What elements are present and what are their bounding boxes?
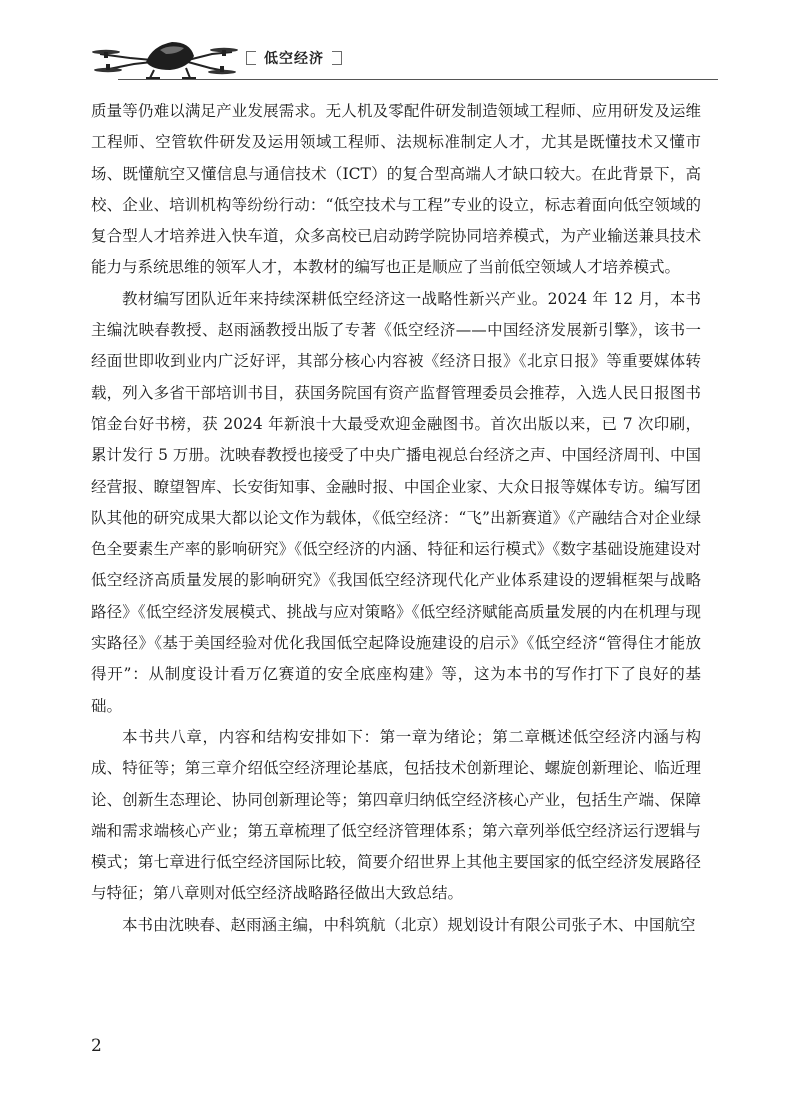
left-bracket-icon xyxy=(246,51,256,65)
paragraph-continued: 质量等仍难以满足产业发展需求。无人机及零配件研发制造领域工程师、应用研发及运维工程师、空管软件研发及运用领域工程师、法规标准制定人才，尤其是既懂技术又懂市场、既懂航空又懂信息与通信技术（ICT）的复合型高端人才缺口较大。在此背景下，高校、企业、培训机构等纷纷行动：“低空技术与工程”专业的设立，标志着面向低空领域的复合型人才培养进入快车道，众多高校已启动跨学院协同培养模式，为产业输送兼具技术能力与系统思维的领军人才，本教材的编写也正是顺应了当前低空领域人才培养模式。 xyxy=(91,102,701,277)
header-rule xyxy=(118,79,718,80)
paragraph: 本书共八章，内容和结构安排如下：第一章为绪论；第二章概述低空经济内涵与构成、特征等；第三章介绍低空经济理论基底，包括技术创新理论、螺旋创新理论、临近理论、创新生态理论、协同创新理论等；第四章归纳低空经济核心产业，包括生产端、保障端和需求端核心产业；第五章梳理了低空经济管理体系；第六章列举低空经济运行逻辑与模式；第七章进行低空经济国际比较，简要介绍世界上其他主要国家的低空经济发展路径与特征；第八章则对低空经济战略路径做出大致总结。 xyxy=(91,727,701,903)
drone-icon xyxy=(90,32,240,80)
page-number: 2 xyxy=(91,1036,102,1056)
paragraph: 本书由沈映春、赵雨涵主编，中科筑航（北京）规划设计有限公司张子木、中国航空 xyxy=(122,915,696,934)
right-bracket-icon xyxy=(332,51,342,65)
header-title-frame xyxy=(246,47,342,69)
header-title: 低空经济 xyxy=(264,51,324,67)
paragraph: 教材编写团队近年来持续深耕低空经济这一战略性新兴产业。2024 年 12 月，本书主编沈映春教授、赵雨涵教授出版了专著《低空经济——中国经济发展新引擎》，该书一经面世即收到业内广泛好评，其部分核心内容被《经济日报》《北京日报》等重要媒体转载，列入多省干部培训书目，获国务院国有资产监督管理委员会推荐，入选人民日报图书馆金台好书榜，获 2024 年新浪十大最受欢迎金融图书。首次出版以来，已 7 次印刷，累计发行 5 万册。沈映春教授也接受了中央广播电视总台经济之声、中国经济周刊、中国经营报、瞭望智库、长安街知事、金融时报、中国企业家、大众日报等媒体专访。编写团队其他的研究成果大都以论文作为载体，《低空经济：“飞”出新赛道》《产融结合对企业绿色全要素生产率的影响研究》《低空经济的内涵、特征和运行模式》《数字基础设施建设对低空经济高质量发展的影响研究》《我国低空经济现代化产业体系建设的逻辑框架与战略路径》《低空经济发展模式、挑战与应对策略》《低空经济赋能高质量发展的内在机理与现实路径》《基于美国经验对优化我国低空起降设施建设的启示》《低空经济“管得住才能放得开”：从制度设计看万亿赛道的安全底座构建》等，这为本书的写作打下了良好的基础。 xyxy=(91,289,701,715)
running-header xyxy=(78,32,718,80)
body-text xyxy=(91,96,701,941)
